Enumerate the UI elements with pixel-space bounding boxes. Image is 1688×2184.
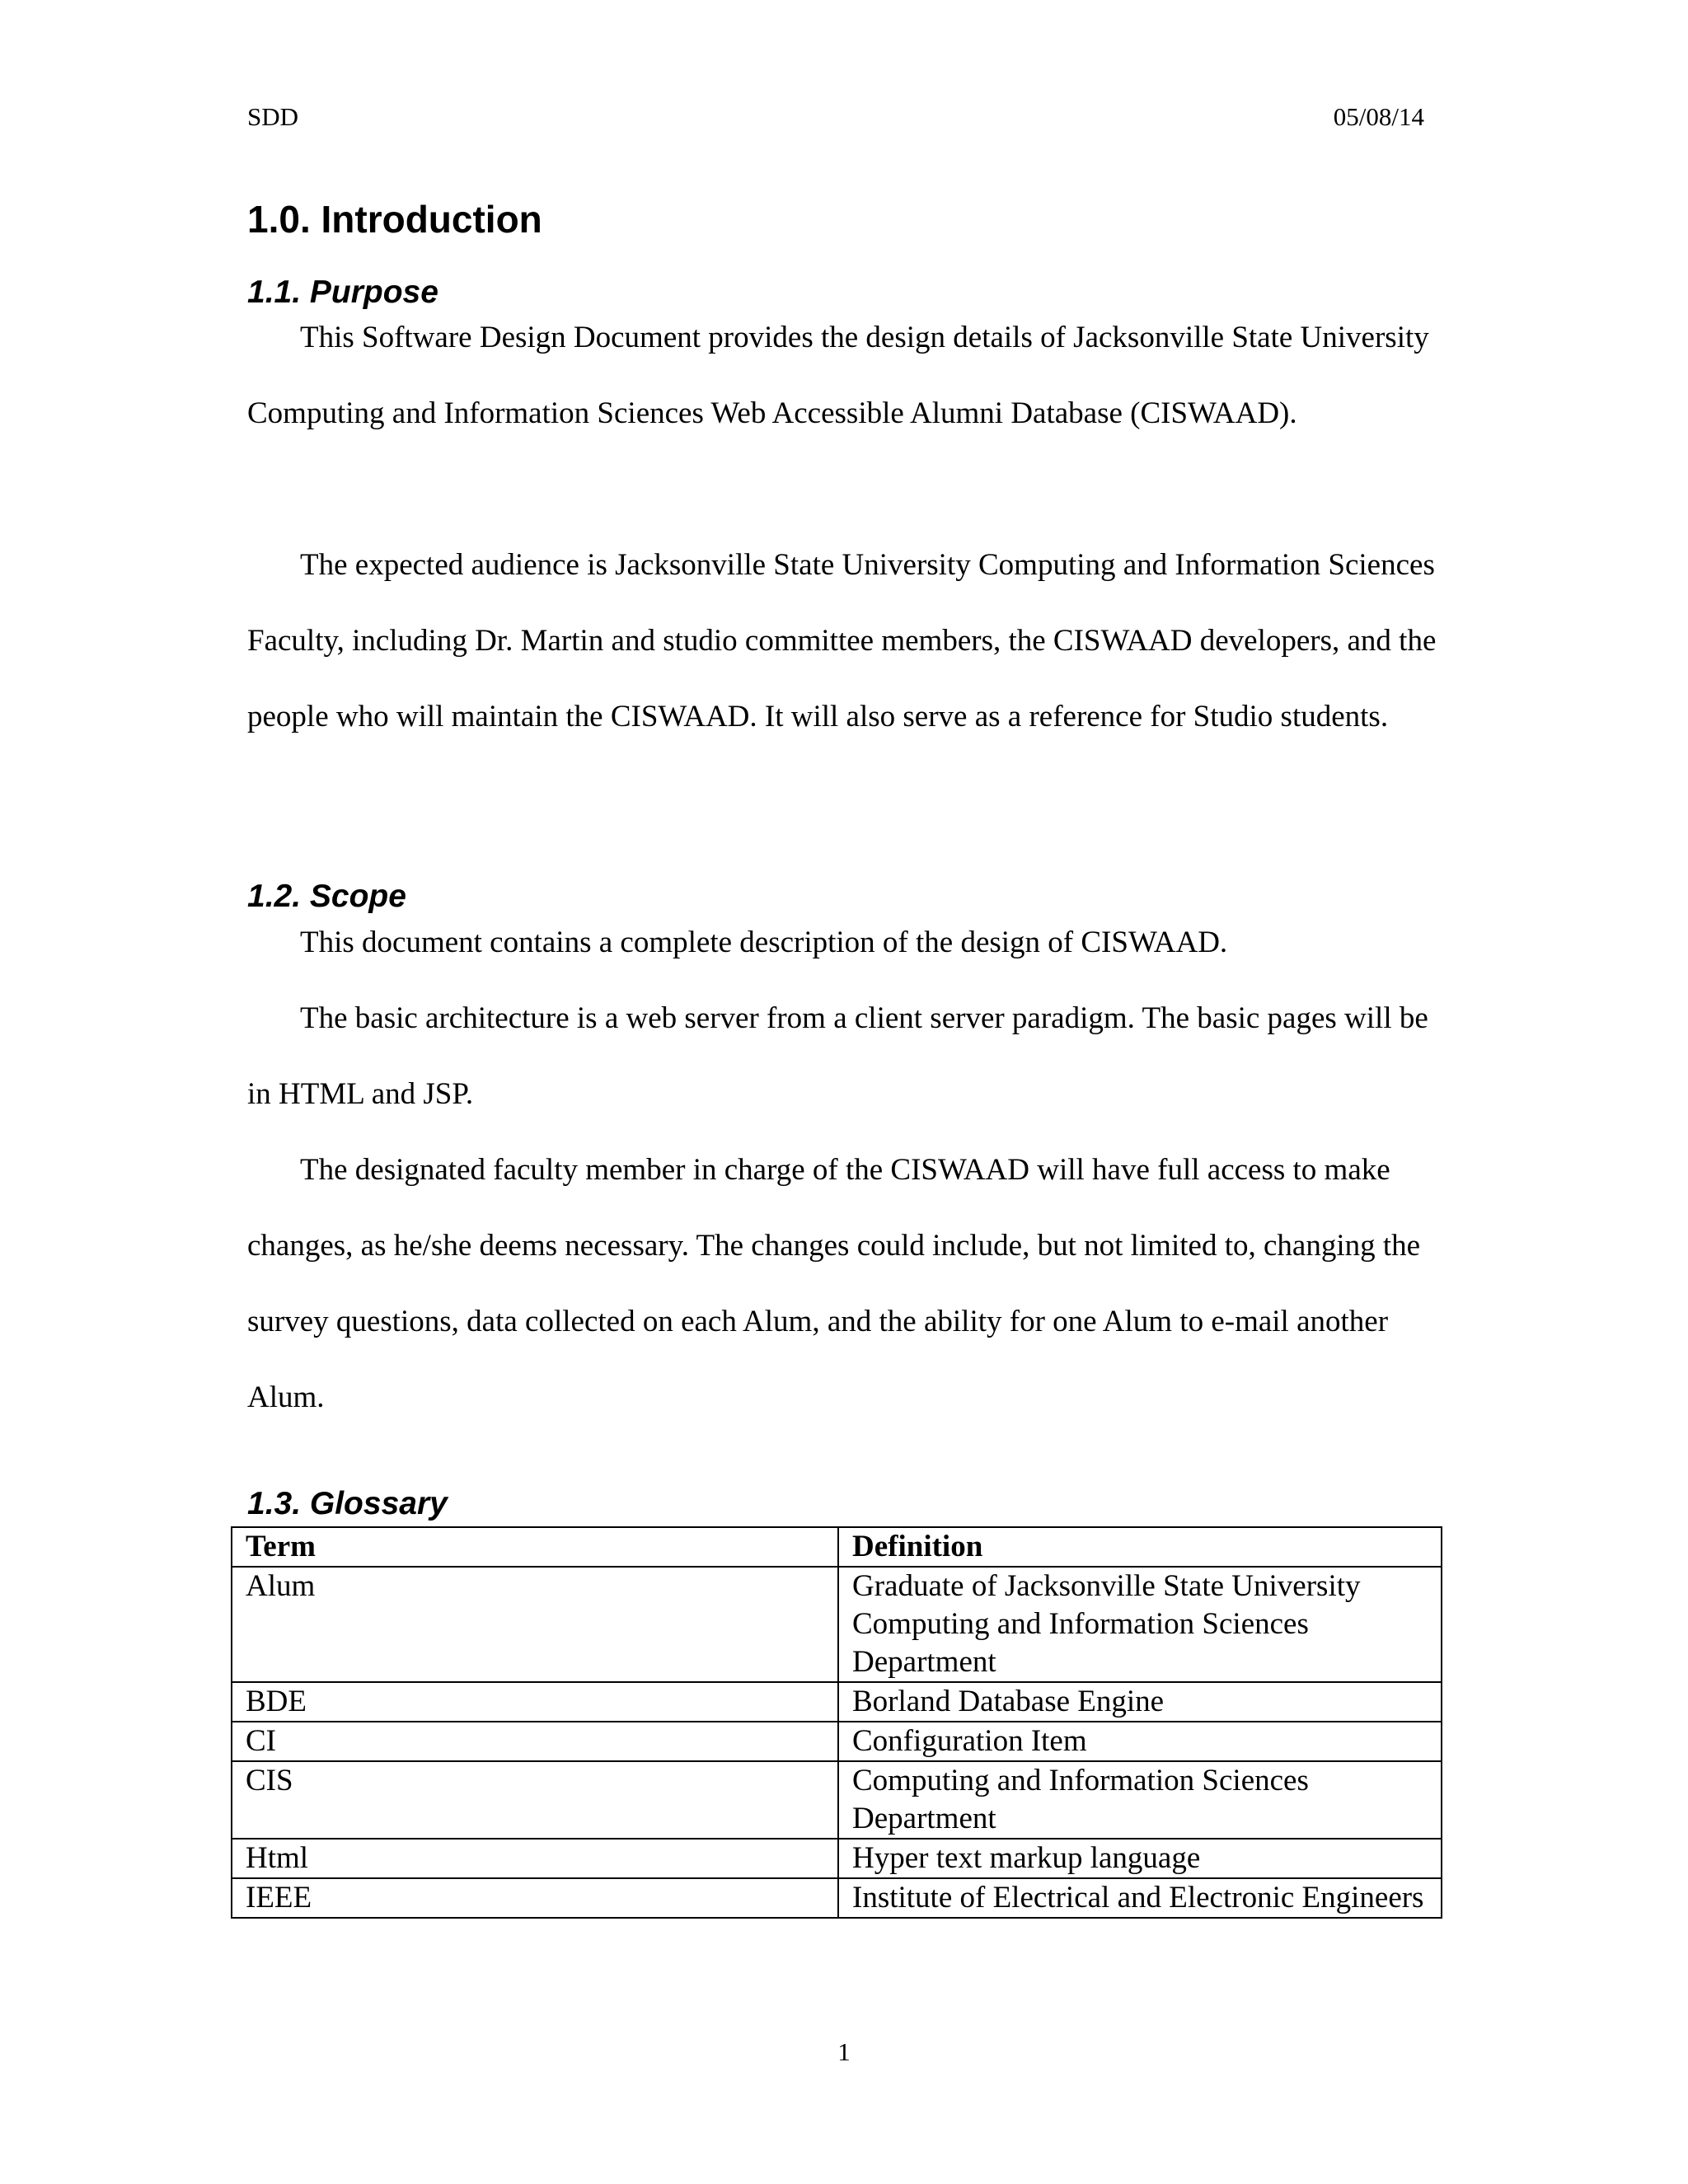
scope-paragraph-3: The designated faculty member in charge of the CISWAAD will have full access to make changes, as he/she deems necessary. The changes could include, but not limited to, changing the survey questions, data collected on each Alum, and the ability for one Alum to e-mail another Alum.: [247, 1153, 1421, 1414]
glossary-term: Html: [232, 1839, 838, 1878]
glossary-term: CI: [232, 1722, 838, 1761]
glossary-column-term: Term: [232, 1527, 838, 1567]
purpose-paragraph-1: This Software Design Document provides the design details of Jacksonville State University Computing and Information Sciences Web Accessible Alumni Database (CISWAAD).: [247, 321, 1429, 430]
glossary-heading: 1.3. Glossary: [247, 1486, 448, 1521]
section-title: 1.0. Introduction: [247, 198, 542, 241]
glossary-term: BDE: [232, 1682, 838, 1722]
glossary-term: IEEE: [232, 1878, 838, 1918]
glossary-definition: Hyper text markup language: [838, 1839, 1442, 1878]
glossary-term: CIS: [232, 1761, 838, 1839]
running-header: [247, 99, 1424, 135]
table-row: [232, 1761, 1442, 1839]
table-row: [232, 1722, 1442, 1761]
glossary-definition: Institute of Electrical and Electronic Engineers: [838, 1878, 1442, 1918]
glossary-term: Alum: [232, 1567, 838, 1682]
scope-paragraph-1: This document contains a complete description of the design of CISWAAD.: [300, 926, 1228, 959]
page-number: 1: [837, 2037, 851, 2066]
glossary-definition: Computing and Information Sciences Department: [838, 1761, 1442, 1839]
scope-heading: 1.2. Scope: [247, 879, 406, 914]
glossary-definition: Graduate of Jacksonville State University Computing and Information Sciences Department: [838, 1567, 1442, 1682]
glossary-header-row: [232, 1527, 1442, 1567]
table-row: [232, 1839, 1442, 1878]
purpose-paragraph-2: The expected audience is Jacksonville State University Computing and Information Sciences Faculty, including Dr. Martin and studio committee members, the CISWAAD developers, and the people who will maintain the CISWAAD. It will also serve as a reference for Studio students.: [247, 548, 1437, 733]
glossary-column-definition: Definition: [838, 1527, 1442, 1567]
header-date: 05/08/14: [1333, 102, 1424, 131]
glossary-table: [231, 1526, 1442, 1919]
glossary-definition: Configuration Item: [838, 1722, 1442, 1761]
purpose-heading: 1.1. Purpose: [247, 274, 438, 310]
glossary-definition: Borland Database Engine: [838, 1682, 1442, 1722]
header-doc-code: SDD: [247, 102, 299, 131]
table-row: [232, 1567, 1442, 1682]
table-row: [232, 1682, 1442, 1722]
table-row: [232, 1878, 1442, 1918]
scope-paragraph-2: The basic architecture is a web server from a client server paradigm. The basic pages will be in HTML and JSP.: [247, 1001, 1428, 1111]
